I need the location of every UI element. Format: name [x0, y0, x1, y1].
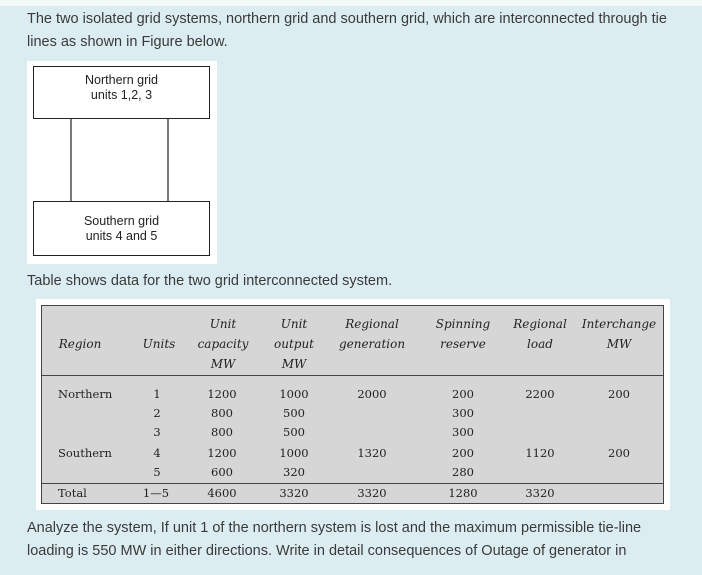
row4-unit: 4 [153, 446, 161, 460]
row2-reserve: 300 [452, 406, 474, 420]
table-intro-paragraph: Table shows data for the two grid interconnected system. [27, 273, 393, 289]
header-output-1: Unit [280, 317, 308, 331]
row1-region: Northern [58, 387, 113, 401]
header-generation-2: generation [338, 337, 406, 351]
row4-reserve: 200 [452, 446, 474, 460]
total-unit: 1—5 [142, 486, 170, 500]
header-interchange-1: Interchange [581, 317, 657, 331]
row1-load: 2200 [525, 387, 555, 401]
row5-capacity: 600 [211, 465, 233, 479]
row3-output: 500 [283, 425, 305, 439]
header-reserve-2: reserve [440, 337, 486, 351]
row4-load: 1120 [525, 446, 555, 460]
row5-output: 320 [283, 465, 305, 479]
data-table [36, 299, 670, 510]
row4-capacity: 1200 [207, 446, 237, 460]
row5-unit: 5 [153, 465, 161, 479]
row2-output: 500 [283, 406, 305, 420]
northern-grid-title: Northern grid [85, 73, 158, 87]
header-capacity-2: capacity [197, 337, 249, 351]
row2-unit: 2 [153, 406, 161, 420]
southern-grid-title: Southern grid [83, 214, 160, 228]
total-reserve: 1280 [448, 486, 478, 500]
row3-reserve: 300 [452, 425, 474, 439]
row1-interchange: 200 [608, 387, 630, 401]
intro-paragraph: The two isolated grid systems, northern grid and southern grid, which are interconnected through tie lines as shown in Figure below. [27, 11, 667, 50]
row4-generation: 1320 [357, 446, 387, 460]
total-region: Total [58, 486, 87, 500]
header-output-3: MW [281, 357, 307, 371]
row3-unit: 3 [153, 425, 161, 439]
row1-reserve: 200 [452, 387, 474, 401]
top-border [0, 0, 702, 6]
row5-reserve: 280 [452, 465, 474, 479]
southern-grid-units: units 4 and 5 [85, 229, 158, 243]
total-generation: 3320 [357, 486, 387, 500]
southern-grid-box [33, 201, 210, 256]
header-output-2: output [273, 337, 314, 351]
row4-interchange: 200 [608, 446, 630, 460]
northern-grid-units: units 1,2, 3 [90, 88, 153, 102]
header-load-2: load [527, 337, 553, 351]
northern-grid-box [33, 66, 210, 119]
total-output: 3320 [279, 486, 309, 500]
row1-unit: 1 [153, 387, 161, 401]
header-load-1: Regional [513, 317, 567, 331]
header-generation-1: Regional [345, 317, 399, 331]
row2-capacity: 800 [211, 406, 233, 420]
header-interchange-2: MW [606, 337, 632, 351]
header-capacity-3: MW [210, 357, 236, 371]
question-paragraph: Analyze the system, If unit 1 of the northern system is lost and the maximum permissible tie-line loading is 550 MW in either directions. Write in detail consequences of Outage of generator in [27, 520, 642, 559]
row1-capacity: 1200 [207, 387, 237, 401]
row4-region: Southern [58, 446, 112, 460]
row1-generation: 2000 [357, 387, 387, 401]
table-panel [41, 305, 664, 504]
row4-output: 1000 [279, 446, 309, 460]
header-reserve-1: Spinning [435, 317, 491, 331]
header-divider [42, 375, 663, 376]
row1-output: 1000 [279, 387, 309, 401]
header-units: Units [142, 337, 176, 351]
header-capacity-1: Unit [209, 317, 237, 331]
row3-capacity: 800 [211, 425, 233, 439]
header-region: Region [58, 337, 102, 351]
total-load: 3320 [525, 486, 555, 500]
grid-figure [27, 61, 217, 264]
total-capacity: 4600 [207, 486, 237, 500]
